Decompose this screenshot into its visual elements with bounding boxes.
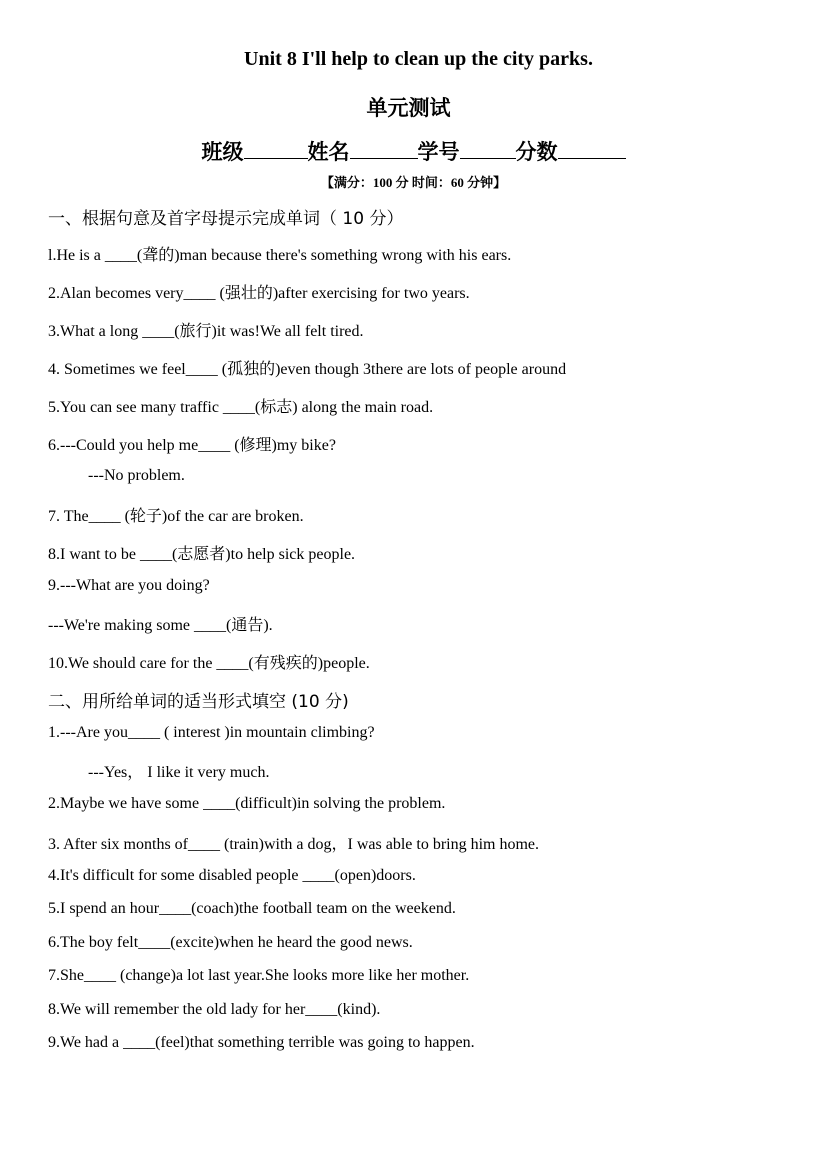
question-item: 9.We had a ____(feel)that something terrible was going to happen.: [48, 1034, 475, 1051]
score-label: 分数: [515, 140, 558, 164]
class-blank: [244, 138, 308, 159]
answer-line: ---Yes， I like it very much.: [88, 764, 270, 781]
section-heading: 二、用所给单词的适当形式填空 (10 分): [48, 692, 349, 712]
number-blank: [460, 138, 516, 159]
question-item: l.He is a ____(聋的)man because there's something wrong with his ears.: [48, 247, 512, 264]
number-label: 学号: [417, 140, 460, 164]
question-item: 7.She____ (change)a lot last year.She looks more like her mother.: [48, 967, 470, 984]
page-title: Unit 8 I'll help to clean up the city parks.: [244, 48, 593, 70]
name-blank: [350, 138, 418, 159]
question-item: 4. Sometimes we feel____ (孤独的)even though 3there are lots of people around: [48, 361, 567, 378]
question-item: 5.I spend an hour____(coach)the football team on the weekend.: [48, 900, 456, 917]
question-item: 4.It's difficult for some disabled people ____(open)doors.: [48, 867, 416, 884]
answer-line: ---No problem.: [88, 467, 185, 484]
score-time-note: 【满分：100 分 时间：60 分钟】: [320, 175, 507, 190]
question-item: 1.---Are you____ ( interest )in mountain climbing?: [48, 724, 375, 741]
question-item: 7. The____ (轮子)of the car are broken.: [48, 508, 304, 525]
question-item: 6.---Could you help me____ (修理)my bike?: [48, 437, 336, 454]
name-label: 姓名: [307, 140, 350, 164]
question-item: 9.---What are you doing?: [48, 577, 210, 594]
question-item: 5.You can see many traffic ____(标志) along the main road.: [48, 399, 434, 416]
page-subtitle: 单元测试: [366, 96, 451, 120]
question-item: 3.What a long ____(旅行)it was!We all felt tired.: [48, 323, 364, 340]
question-item: 2.Alan becomes very____ (强壮的)after exercising for two years.: [48, 285, 470, 302]
score-blank: [558, 138, 626, 159]
section-heading: 一、根据句意及首字母提示完成单词（ 10 分）: [48, 209, 404, 229]
class-label: 班级: [201, 140, 244, 164]
answer-line: ---We're making some ____(通告).: [48, 617, 273, 634]
question-item: 2.Maybe we have some ____(difficult)in solving the problem.: [48, 795, 446, 812]
question-item: 10.We should care for the ____(有残疾的)people.: [48, 655, 370, 672]
student-info-line: [0, 136, 827, 166]
question-item: 8.I want to be ____(志愿者)to help sick people.: [48, 546, 356, 563]
question-item: 6.The boy felt____(excite)when he heard the good news.: [48, 934, 413, 951]
question-item: 8.We will remember the old lady for her____(kind).: [48, 1001, 381, 1018]
question-item: 3. After six months of____ (train)with a dog，I was able to bring him home.: [48, 836, 540, 853]
